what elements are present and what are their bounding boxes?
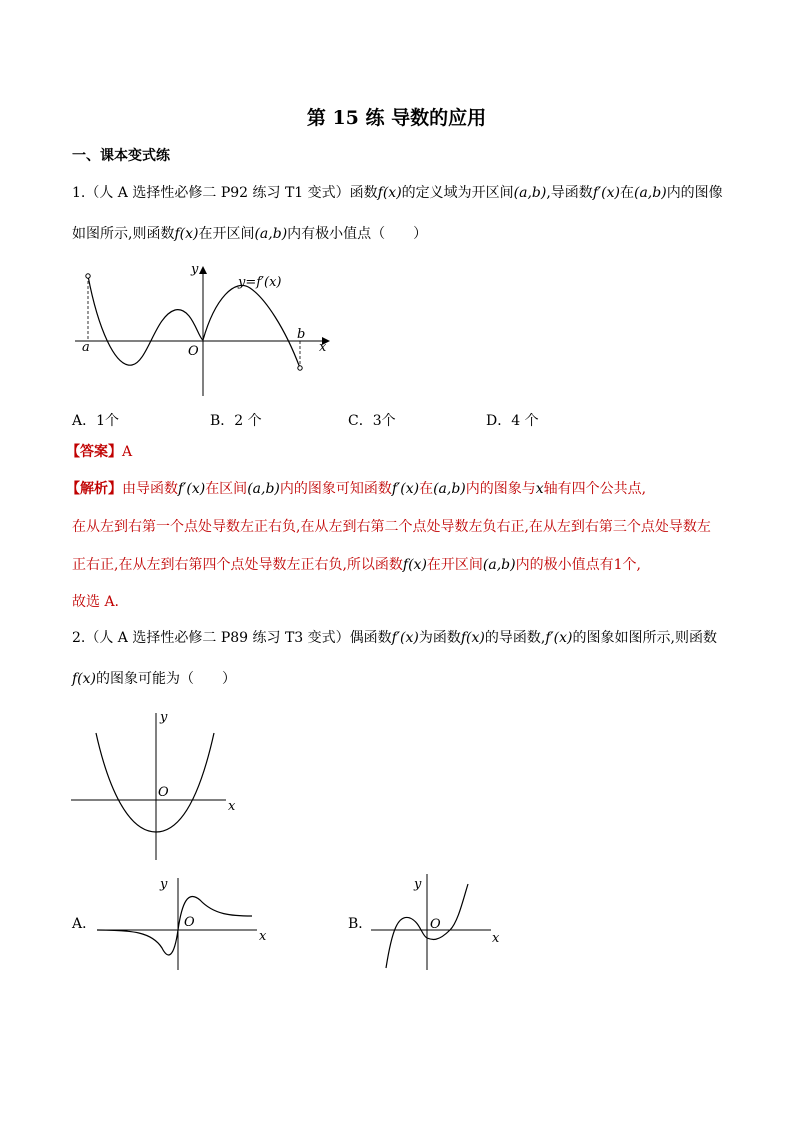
analysis-line-4: 故选 A. xyxy=(72,594,120,610)
option-c: C．3个 xyxy=(348,413,396,429)
math-fx: f(x) xyxy=(174,226,199,242)
label-origin: O xyxy=(158,785,169,800)
q1-line-2 xyxy=(72,223,427,243)
analysis-text: 内的图象与 xyxy=(465,481,536,497)
y-axis-arrow xyxy=(199,266,207,274)
q2-option-a: A． xyxy=(72,916,97,932)
label-y: y xyxy=(414,877,422,892)
label-x: x xyxy=(319,340,327,355)
label-y: y xyxy=(191,262,199,277)
math-interval: (a,b) xyxy=(634,185,667,201)
section-heading: 一、课本变式练 xyxy=(72,148,170,164)
q2-text: 的图象如图所示,则函数 xyxy=(572,630,717,646)
math-interval: (a,b) xyxy=(433,481,466,497)
label-origin: O xyxy=(188,344,199,359)
q2-text: 的图象可能为（ ） xyxy=(96,671,237,687)
label-x: x xyxy=(492,931,500,946)
label-a: a xyxy=(82,340,90,355)
analysis-text: 在 xyxy=(419,481,434,497)
q1-text: ,导函数 xyxy=(546,185,593,201)
analysis-text: 在区间 xyxy=(205,481,248,497)
analysis-tag: 【解析】 xyxy=(66,481,122,497)
analysis-line-2: 在从左到右第一个点处导数左正右负,在从左到右第二个点处导数左负右正,在从左到右第三个点处导数左 xyxy=(72,519,711,535)
label-curve: y=f′(x) xyxy=(238,275,282,290)
page-title: 第 15 练 导数的应用 xyxy=(306,107,487,129)
q2-text: 的导函数, xyxy=(484,630,546,646)
q1-line-1 xyxy=(72,182,723,202)
math-interval: (a,b) xyxy=(513,185,547,201)
q2-option-b: B． xyxy=(348,916,373,932)
math-interval: (a,b) xyxy=(247,481,280,497)
q2-line-2 xyxy=(72,668,236,688)
q1-text: 在开区间 xyxy=(198,226,255,242)
label-y: y xyxy=(160,710,168,725)
open-endpoint-b xyxy=(298,366,302,370)
math-interval: (a,b) xyxy=(482,557,516,573)
math-fpx: f′(x) xyxy=(178,481,206,497)
label-x: x xyxy=(228,799,236,814)
q1-text: 如图所示,则函数 xyxy=(72,226,175,242)
analysis-text: 由导函数 xyxy=(122,481,178,497)
math-fpx: f′(x) xyxy=(391,630,419,646)
q1-derivative-graph xyxy=(60,258,350,403)
analysis-text: 内的图象可知函数 xyxy=(279,481,392,497)
q1-text: 的定义域为开区间 xyxy=(401,185,514,201)
analysis-text: 在开区间 xyxy=(426,557,483,573)
answer-tag: 【答案】 xyxy=(66,444,122,460)
answer-value: A xyxy=(122,444,133,460)
math-fpx: f′(x) xyxy=(545,630,573,646)
option-a: A．1个 xyxy=(72,413,120,429)
math-fx: f(x) xyxy=(377,185,402,201)
math-fx: f(x) xyxy=(72,671,97,687)
label-origin: O xyxy=(184,915,195,930)
analysis-line-1 xyxy=(66,478,646,498)
analysis-text: 内的极小值点有1个, xyxy=(515,557,641,573)
q2-option-b-graph xyxy=(368,870,513,975)
label-x: x xyxy=(259,929,267,944)
q2-derivative-graph xyxy=(68,707,243,865)
label-origin: O xyxy=(430,917,441,932)
q2-text: 为函数 xyxy=(418,630,461,646)
q1-text: 内有极小值点（ ） xyxy=(287,226,428,242)
q1-text: 1.（人 A 选择性必修二 P92 练习 T1 变式）函数 xyxy=(72,185,378,201)
q2-option-a-graph xyxy=(92,870,277,975)
analysis-text: 正右正,在从左到右第四个点处导数左正右负,所以函数 xyxy=(72,557,403,573)
math-fpx: f′(x) xyxy=(391,481,420,497)
math-fx: f(x) xyxy=(402,557,427,573)
open-endpoint-a xyxy=(86,274,90,278)
option-d: D．4 个 xyxy=(486,413,539,429)
analysis-text: 轴有四个公共点, xyxy=(543,481,647,497)
math-x: x xyxy=(535,481,544,497)
q1-text: 内的图像 xyxy=(666,185,723,201)
option-b: B．2 个 xyxy=(210,413,262,429)
math-fx: f(x) xyxy=(460,630,485,646)
math-interval: (a,b) xyxy=(254,226,288,242)
q2-line-1 xyxy=(72,627,717,647)
option-a-curve xyxy=(97,897,252,955)
label-y: y xyxy=(160,877,168,892)
answer-line xyxy=(66,441,132,461)
parabola-curve xyxy=(96,733,214,832)
analysis-line-3 xyxy=(72,554,641,574)
q1-text: 在 xyxy=(620,185,634,201)
math-fpx: f′(x) xyxy=(592,185,620,201)
q2-text: 2.（人 A 选择性必修二 P89 练习 T3 变式）偶函数 xyxy=(72,630,392,646)
label-b: b xyxy=(297,327,306,342)
